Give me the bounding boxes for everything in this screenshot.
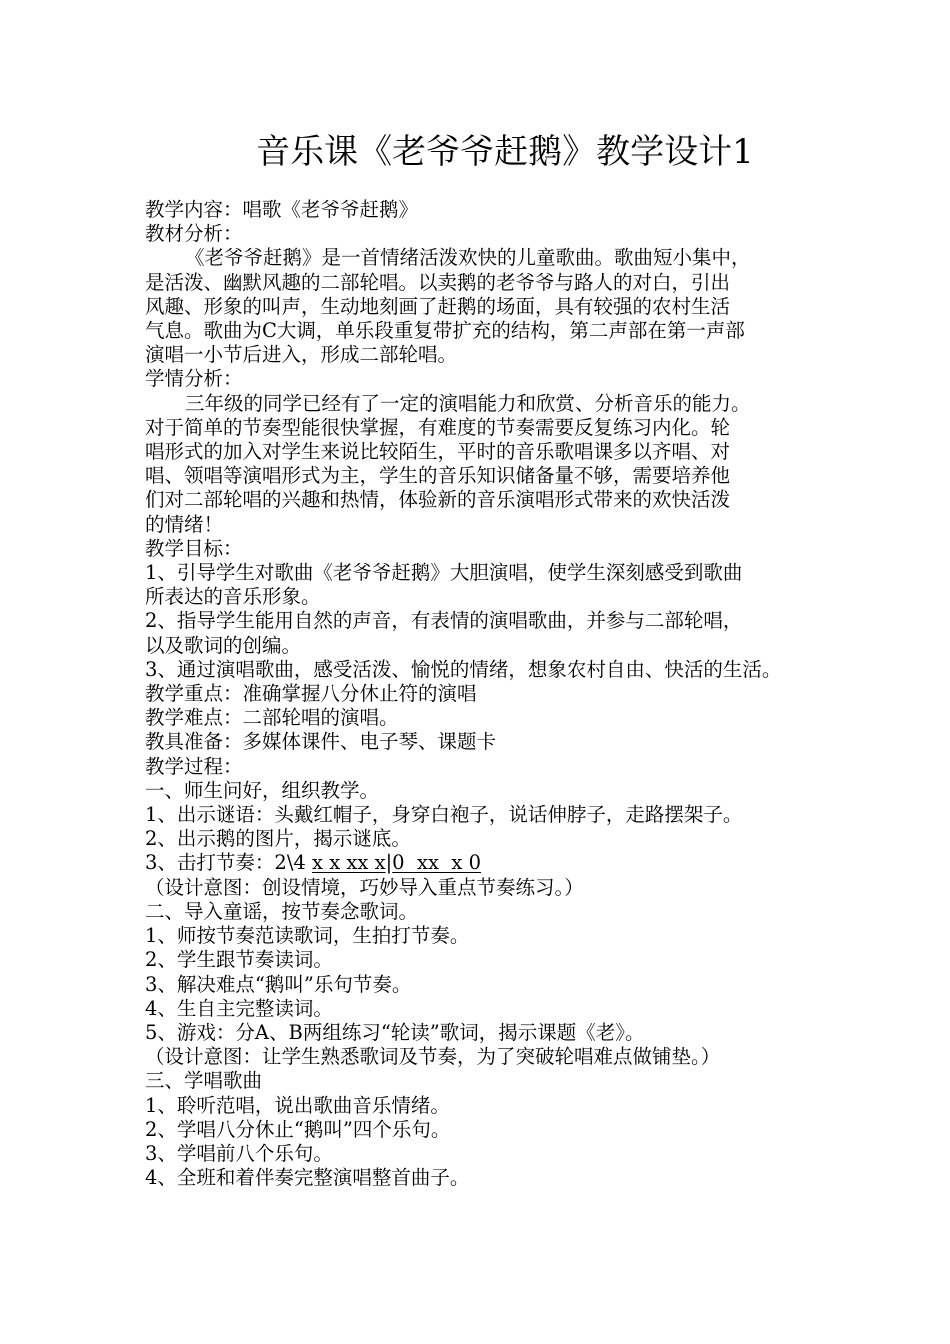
- rhythm-barline: |: [385, 851, 393, 875]
- text-line: 对于简单的节奏型能很快掌握，有难度的节奏需要反复练习内化。轮: [145, 415, 731, 439]
- text-line: 一、师生问好，组织教学。: [145, 778, 380, 802]
- text-line: 4、全班和着伴奏完整演唱整首曲子。: [145, 1166, 470, 1190]
- text-line: 学情分析：: [145, 367, 243, 391]
- text-line: 教学内容：唱歌《老爷爷赶鹅》: [145, 198, 419, 221]
- text-line: 们对二部轮唱的兴趣和热情，体验新的音乐演唱形式带来的欢快活泼: [145, 488, 731, 512]
- text-line: 三年级的同学已经有了一定的演唱能力和欣赏、分析音乐的能力。: [185, 391, 751, 415]
- rhythm-notes-a: x x xx x: [312, 851, 386, 875]
- text-line: 3、通过演唱歌曲，感受活泼、愉悦的情绪，想象农村自由、快活的生活。: [145, 657, 782, 681]
- text-line: 气息。歌曲为C大调，单乐段重复带扩充的结构，第二声部在第一声部: [145, 319, 745, 343]
- document-body: [145, 198, 845, 1190]
- text-line: 2、学唱八分休止“鹅叫”四个乐句。: [145, 1117, 451, 1141]
- text-line: 教学过程：: [145, 754, 243, 778]
- text-line: 二、导入童谣，按节奏念歌词。: [145, 899, 419, 923]
- text-line: 1、引导学生对歌曲《老爷爷赶鹅》大胆演唱，使学生深刻感受到歌曲: [145, 561, 743, 585]
- rhythm-notes-b: 0 xx x 0: [392, 851, 481, 875]
- rhythm-notation: [312, 851, 481, 875]
- page-title: 音乐课《老爷爷赶鹅》教学设计1: [256, 132, 754, 172]
- text-line: 教材分析：: [145, 222, 243, 246]
- text-line: 教学重点：准确掌握八分休止符的演唱: [145, 682, 477, 706]
- text-line: 以及歌词的创编。: [145, 633, 302, 657]
- rhythm-prefix: 3、击打节奏：2\4: [145, 851, 312, 875]
- text-line: 2、学生跟节奏读词。: [145, 948, 333, 972]
- text-line: 唱形式的加入对学生来说比较陌生，平时的音乐歌唱课多以齐唱、对: [145, 440, 731, 464]
- text-line: 1、出示谜语：头戴红帽子，身穿白袍子，说话伸脖子，走路摆架子。: [145, 803, 743, 827]
- text-line: 风趣、形象的叫声，生动地刻画了赶鹅的场面，具有较强的农村生活: [145, 294, 731, 318]
- text-line: 《老爷爷赶鹅》是一首情绪活泼欢快的儿童歌曲。歌曲短小集中，: [185, 246, 751, 270]
- text-line: 2、出示鹅的图片，揭示谜底。: [145, 827, 411, 851]
- text-line: 教学难点：二部轮唱的演唱。: [145, 706, 399, 730]
- text-line: 2、指导学生能用自然的声音，有表情的演唱歌曲，并参与二部轮唱，: [145, 609, 743, 633]
- text-line: 1、聆听范唱，说出歌曲音乐情绪。: [145, 1093, 450, 1117]
- text-line: 的情绪！: [145, 512, 224, 536]
- text-line: 是活泼、幽默风趣的二部轮唱。以卖鹅的老爷爷与路人的对白，引出: [145, 270, 731, 294]
- text-line: 教学目标：: [145, 536, 243, 560]
- text-line: 教具准备：多媒体课件、电子琴、课题卡: [145, 730, 497, 754]
- text-line: 5、游戏：分A、B两组练习“轮读”歌词，揭示课题《老》。: [145, 1020, 645, 1044]
- text-line: 唱、领唱等演唱形式为主，学生的音乐知识储备量不够，需要培养他: [145, 464, 731, 488]
- text-line: 所表达的音乐形象。: [145, 585, 321, 609]
- text-line: 3、解决难点“鹅叫”乐句节奏。: [145, 972, 412, 996]
- text-line: 1、师按节奏范读歌词，生拍打节奏。: [145, 924, 470, 948]
- text-line: （设计意图：让学生熟悉歌词及节奏，为了突破轮唱难点做铺垫。）: [145, 1045, 721, 1069]
- rhythm-line: [145, 851, 845, 875]
- text-line: 3、学唱前八个乐句。: [145, 1141, 333, 1165]
- text-line: 三、学唱歌曲: [145, 1069, 263, 1093]
- text-line: （设计意图：创设情境，巧妙导入重点节奏练习。）: [145, 875, 584, 899]
- text-line: 4、生自主完整读词。: [145, 996, 333, 1020]
- text-line: 演唱一小节后进入，形成二部轮唱。: [145, 343, 458, 367]
